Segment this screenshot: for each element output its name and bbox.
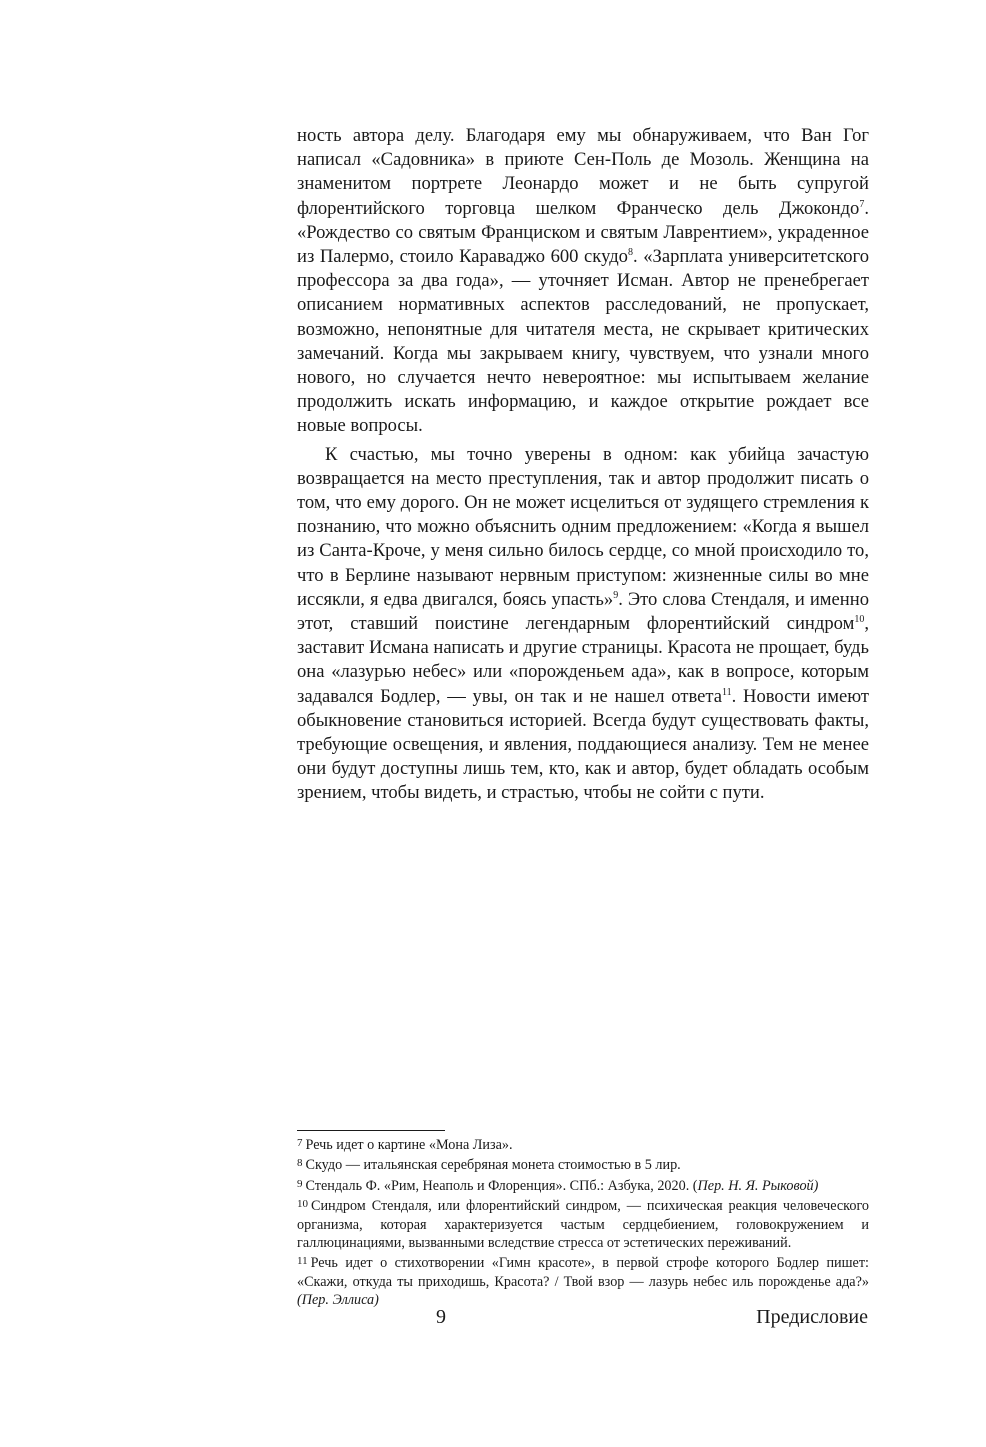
footnote-ref-11: 11: [722, 686, 732, 698]
footnote-ref-8: 8: [627, 247, 633, 259]
text-run: . «Рождество со святым Франциском и святым Лаврентием», украденное из Палермо, стоило Караваджо 600 скудо: [297, 197, 869, 268]
footnote-number: 7: [297, 1137, 303, 1149]
paragraph-1: [297, 124, 869, 439]
text-run: . «Зарплата университетского профессора за два года», — уточняет Исман. Автор не пренебрегает описанием нормативных аспектов расследований, не пропускает, возможно, непонятные для читателя места, не скрывает критических замечаний. Когда мы закрываем книгу, чувствуем, что узнали много нового, но случается нечто невероятное: мы испытываем желание продолжить искать информацию, и каждое открытие рождает все новые вопросы.: [297, 246, 870, 437]
footnote-8: [297, 1154, 869, 1174]
footnote-number: 8: [297, 1157, 303, 1170]
footnote-italic: (Пер. Эллиса): [297, 1292, 379, 1309]
footnote-divider: [297, 1130, 445, 1131]
footnote-ref-7: 7: [859, 198, 865, 210]
text-run: . Новости имеют обыкновение становиться историей. Всегда будут существовать факты, требующие освещения, и явления, поддающиеся анализу. Тем не менее они будут доступны лишь тем, кто, как и автор, будет обладать особым зрением, чтобы видеть, и страстью, чтобы не сойти с пути.: [297, 685, 869, 804]
text-run: . Это слова Стендаля, и именно этот, ставший поистине легендарным флорентийский синдром: [297, 588, 870, 635]
footnote-number: 11: [297, 1255, 308, 1268]
main-text: [297, 124, 869, 806]
footnote-text: Речь идет о картине «Мона Лиза».: [305, 1137, 513, 1153]
footnote-ref-9: 9: [613, 589, 619, 601]
footnote-text: Стендаль Ф. «Рим, Неаполь и Флоренция». СПб.: Азбука, 2020. (: [305, 1177, 698, 1194]
footnote-10: [297, 1195, 869, 1252]
text-run: , заставит Исмана написать и другие страницы. Красота не прощает, будь она «лазурью небес» или «порожденьем ада», как в вопросе, которым задавался Бодлер, — увы, он так и не нашел ответа: [297, 613, 870, 707]
footnote-number: 9: [297, 1177, 303, 1190]
footnote-ref-10: 10: [854, 614, 865, 626]
text-run: К счастью, мы точно уверены в одном: как убийца зачастую возвращается на место преступления, так и автор продолжит писать о том, что ему дорого. Он не может исцелиться от зудящего стремления к познанию, что можно объяснить одним предложением: «Когда я вышел из Санта-Кроче, у меня сильно билось сердце, со мной происходило то, что в Берлине называют нервным приступом: жизненные силы во мне иссякли, я едва двигался, боясь упасть»: [297, 443, 869, 610]
text-run: ность автора делу. Благодаря ему мы обнаруживаем, что Ван Гог написал «Садовника» в приюте Сен-Поль де Мозоль. Женщина на знаменитом портрете Леонардо может и не быть супругой флорентийского торговца шелком Франческо дель Джокондо: [297, 125, 869, 219]
footnote-11: [297, 1252, 869, 1309]
footnote-text: Синдром Стендаля, или флорентийский синдром, — психическая реакция человеческого организма, которая характеризуется частым сердцебиением, головокружением и галлюцинациями, вызванными вследствие стресса от эстетических переживаний.: [297, 1198, 869, 1252]
footnote-7: [297, 1134, 869, 1154]
footnote-italic: Пер. Н. Я. Рыковой): [697, 1177, 819, 1194]
page-number: 9: [436, 1306, 446, 1328]
footnote-text: Речь идет о стихотворении «Гимн красоте», в первой строфе которого Бодлер пишет: «Скажи, откуда ты приходишь, Красота? / Твой взор — лазурь небес иль порожденье ада?»: [297, 1255, 869, 1290]
footnote-number: 10: [297, 1198, 308, 1211]
footnote-9: [297, 1175, 869, 1195]
running-footer-section: Предисловие: [756, 1306, 868, 1328]
footnote-text: Скудо — итальянская серебряная монета стоимостью в 5 лир.: [305, 1157, 681, 1174]
paragraph-2: [297, 443, 869, 806]
footnotes: [297, 1134, 869, 1310]
